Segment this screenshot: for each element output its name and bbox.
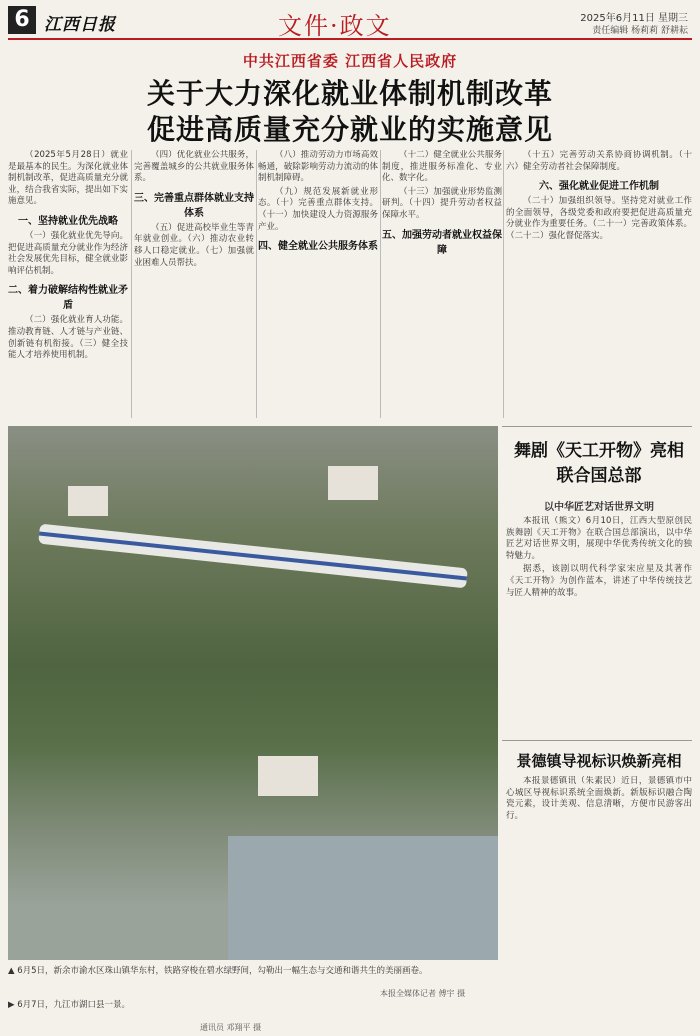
- building: [68, 486, 108, 516]
- article-column-1: [8, 150, 128, 422]
- article-column-5: [506, 150, 692, 422]
- photo-credit: 本报全媒体记者 傅宇 摄: [380, 989, 466, 998]
- article-title-line1: 关于大力深化就业体制机制改革: [146, 77, 553, 110]
- article-intro: （2025年5月28日）就业是最基本的民生。为深化就业体制机制改革，促进高质量充分就业，结合我省实际，提出如下实施意见。: [8, 150, 128, 207]
- paper-name: 江西日报: [44, 15, 116, 35]
- section-heading: 三、完善重点群体就业支持体系: [134, 192, 254, 219]
- train-stripe: [39, 532, 467, 581]
- page-number: 6: [8, 6, 36, 34]
- article-issuer: 中共江西省委 江西省人民政府: [242, 52, 458, 70]
- divider: [502, 740, 692, 741]
- article-column-4: [382, 150, 502, 422]
- paragraph: （九）规范发展新就业形态。（十）完善重点群体支持。（十一）加快建设人力资源服务产业。: [258, 186, 378, 232]
- article-title: 舞剧《天工开物》亮相联合国总部: [514, 441, 684, 486]
- section-heading: 一、坚持就业优先战略: [18, 215, 118, 227]
- article-column-3: [258, 150, 378, 422]
- photo-credit: 通讯员 邓翔平 摄: [200, 1023, 262, 1032]
- editors: 责任编辑 杨莉莉 舒耕耘: [592, 26, 688, 36]
- column-divider: [380, 150, 381, 418]
- paragraph: （四）优化就业公共服务，完善覆盖城乡的公共就业服务体系。: [134, 150, 254, 184]
- paragraph: （十二）健全就业公共服务制度，推进服务标准化、专业化、数字化。: [382, 150, 502, 184]
- paragraph: 本报景德镇讯（朱素民）近日，景德镇市中心城区导视标识系统全面焕新。新版标识融合陶瓷元素，设计美观、信息清晰，方便市民游客出行。: [506, 776, 692, 821]
- divider: [502, 426, 692, 427]
- paragraph: 本报讯（熊文）6月10日，江西大型原创民族舞剧《天工开物》在联合国总部演出，以中华匠艺对话世界文明，展现中华优秀传统文化的独特魅力。: [506, 516, 692, 561]
- paragraph: （二十）加强组织领导。坚持党对就业工作的全面领导，各级党委和政府要把促进高质量充分就业作为重要任务。（二十一）完善政策体系。（二十二）强化督促落实。: [506, 196, 692, 241]
- article-column-2: [134, 150, 254, 422]
- paragraph: （十三）加强就业形势监测研判。（十四）提升劳动者权益保障水平。: [382, 186, 502, 220]
- paragraph: （八）推动劳动力市场高效畅通，破除影响劳动力流动的体制机制障碍。: [258, 150, 378, 184]
- article-title-line2: 促进高质量充分就业的实施意见: [146, 113, 553, 146]
- paragraph: 据悉，该剧以明代科学家宋应星及其著作《天工开物》为创作蓝本，讲述了中华传统技艺与匠人精神的故事。: [506, 564, 692, 598]
- paragraph: （十五）完善劳动关系协商协调机制。（十六）健全劳动者社会保障制度。: [506, 150, 692, 172]
- article-body: [506, 776, 692, 1026]
- section-heading: 二、着力破解结构性就业矛盾: [8, 285, 128, 312]
- building: [328, 466, 378, 500]
- article-body: [506, 516, 692, 726]
- photo-caption: ▶ 6月7日，九江市湖口县一景。: [8, 1000, 131, 1010]
- article-subtitle: 以中华匠艺对话世界文明: [544, 502, 654, 513]
- news-photo: [8, 426, 498, 960]
- section-heading: 六、强化就业促进工作机制: [539, 181, 659, 193]
- section-name: 文件·政文: [278, 12, 392, 40]
- paragraph: （五）促进高校毕业生等青年就业创业。（六）推动农业转移人口稳定就业。（七）加强就业困难人员帮扶。: [134, 222, 254, 268]
- photo-caption: ▲ 6月5日，新余市渝水区珠山镇华东村，铁路穿梭在碧水绿野间，勾勒出一幅生态与交通和谐共生的美丽画卷。: [8, 966, 428, 976]
- building: [258, 756, 318, 796]
- column-divider: [503, 150, 504, 418]
- paragraph: （二）强化就业育人功能。推动教育链、人才链与产业链、创新链有机衔接。（三）健全技能人才培养使用机制。: [8, 315, 128, 361]
- column-divider: [256, 150, 257, 418]
- water: [228, 836, 498, 960]
- page-header: [8, 6, 692, 40]
- section-heading: 五、加强劳动者就业权益保障: [382, 229, 502, 256]
- article-title: 景德镇导视标识焕新亮相: [516, 752, 682, 770]
- column-divider: [131, 150, 132, 418]
- section-heading: 四、健全就业公共服务体系: [258, 241, 378, 253]
- issue-date: 2025年6月11日 星期三: [580, 13, 688, 24]
- paragraph: （一）强化就业优先导向。把促进高质量充分就业作为经济社会发展优先目标，健全就业影响评估机制。: [8, 230, 128, 276]
